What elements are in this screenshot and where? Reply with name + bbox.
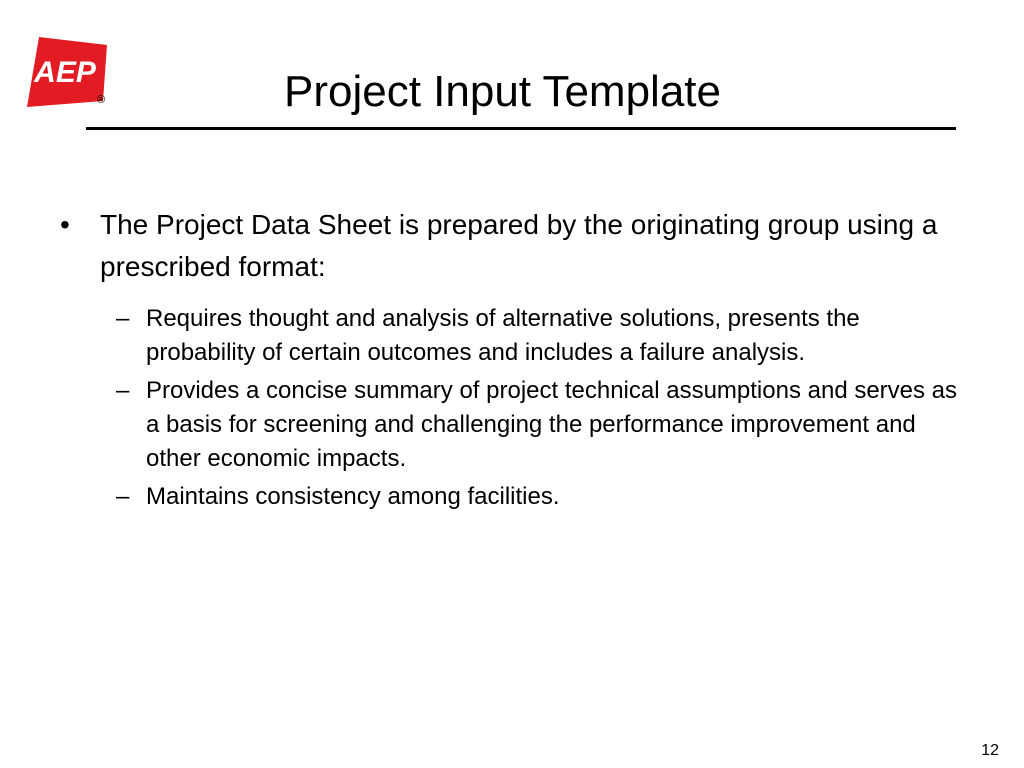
sub-bullet-item: [60, 480, 960, 514]
sub-bullet-text: Requires thought and analysis of alternative solutions, presents the probability of certain outcomes and includes a failure analysis.: [146, 305, 860, 366]
registered-trademark-mark: ®: [97, 94, 106, 106]
sub-bullet-text: Maintains consistency among facilities.: [146, 483, 560, 510]
sub-bullet-marker: –: [116, 305, 130, 332]
title-underline: [86, 127, 956, 130]
sub-bullet-item: [60, 302, 960, 370]
bullet-item: [60, 204, 960, 288]
aep-logo: [27, 37, 107, 107]
aep-logo-text: AEP: [34, 56, 96, 89]
slide-content: [60, 204, 960, 518]
sub-bullet-item: [60, 374, 960, 476]
sub-bullet-marker: –: [116, 377, 130, 404]
bullet-text: The Project Data Sheet is prepared by the originating group using a prescribed format:: [100, 209, 938, 282]
bullet-marker: •: [60, 209, 70, 240]
sub-bullet-list: [60, 302, 960, 514]
page-number: 12: [981, 742, 999, 759]
aep-logo-mark: [27, 37, 107, 107]
slide-title: Project Input Template: [284, 67, 721, 116]
sub-bullet-text: Provides a concise summary of project technical assumptions and serves as a basis for screening and challenging the performance improvement and other economic impacts.: [146, 377, 958, 472]
sub-bullet-marker: –: [116, 483, 130, 510]
